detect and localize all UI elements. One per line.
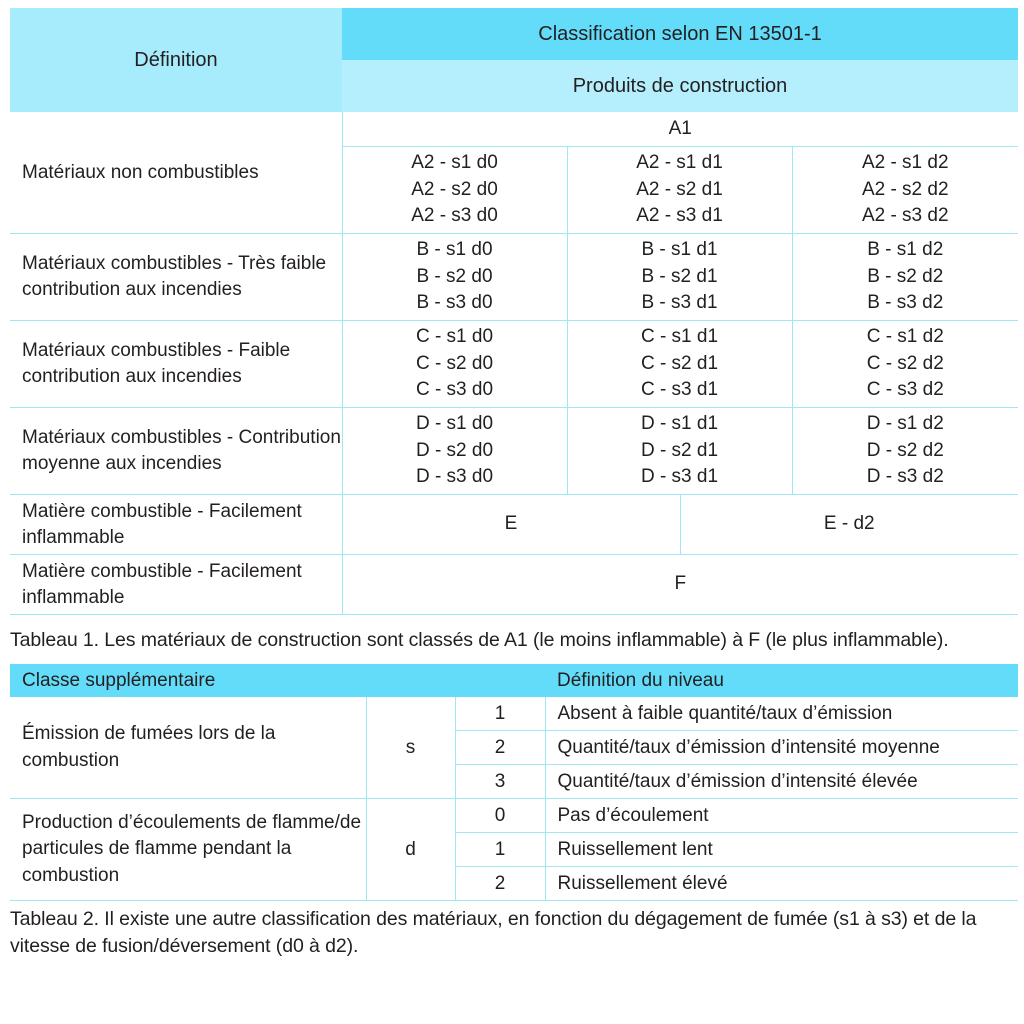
class-cell-d-d0: D - s1 d0 D - s2 d0 D - s3 d0 [342,408,567,495]
class-a1: A1 [342,112,1018,147]
droplets-level-num: 0 [455,799,545,833]
row-label-easily-flammable: Matière combustible - Facilement inflammable [10,495,342,555]
classification-table [10,8,1018,615]
smoke-level-num: 1 [455,697,545,731]
level-definition-header: Définition du niveau [545,664,1018,697]
class-cell-e: E [342,495,680,555]
smoke-level-desc: Quantité/taux d’émission d’intensité élevée [545,765,1018,799]
class-cell-a2-d1: A2 - s1 d1 A2 - s2 d1 A2 - s3 d1 [567,147,792,234]
smoke-level-desc: Quantité/taux d’émission d’intensité moyenne [545,731,1018,765]
class-cell-b-d0: B - s1 d0 B - s2 d0 B - s3 d0 [342,234,567,321]
droplets-letter: d [366,799,455,901]
droplets-level-num: 1 [455,833,545,867]
row-label-medium-contribution: Matériaux combustibles - Contribution moyenne aux incendies [10,408,342,495]
classification-header: Classification selon EN 13501-1 [342,8,1018,60]
definition-header: Définition [10,8,342,112]
smoke-letter: s [366,697,455,799]
class-cell-c-d0: C - s1 d0 C - s2 d0 C - s3 d0 [342,321,567,408]
droplets-level-desc: Pas d’écoulement [545,799,1018,833]
supplementary-class-table [10,664,1018,901]
smoke-level-desc: Absent à faible quantité/taux d’émission [545,697,1018,731]
droplets-level-desc: Ruissellement élevé [545,867,1018,901]
class-cell-c-d1: C - s1 d1 C - s2 d1 C - s3 d1 [567,321,792,408]
table1-caption: Tableau 1. Les matériaux de construction sont classés de A1 (le moins inflammable) à F (le plus inflammable). [10,629,949,651]
row-label-easily-flammable-f: Matière combustible - Facilement inflammable [10,555,342,615]
table2-caption: Tableau 2. Il existe une autre classification des matériaux, en fonction du dégagement de fumée (s1 à s3) et de la vitesse de fusion/déversement (d0 à d2). [10,908,977,957]
class-cell-a2-d0: A2 - s1 d0 A2 - s2 d0 A2 - s3 d0 [342,147,567,234]
supplementary-class-header: Classe supplémentaire [10,664,545,697]
products-header: Produits de construction [342,60,1018,112]
smoke-emission-label: Émission de fumées lors de la combustion [10,697,366,799]
class-cell-a2-d2: A2 - s1 d2 A2 - s2 d2 A2 - s3 d2 [792,147,1018,234]
class-cell-b-d1: B - s1 d1 B - s2 d1 B - s3 d1 [567,234,792,321]
class-cell-e-d2: E - d2 [680,495,1018,555]
row-label-low-contribution: Matériaux combustibles - Faible contribution aux incendies [10,321,342,408]
class-cell-d-d2: D - s1 d2 D - s2 d2 D - s3 d2 [792,408,1018,495]
class-cell-c-d2: C - s1 d2 C - s2 d2 C - s3 d2 [792,321,1018,408]
row-label-non-combustible: Matériaux non combustibles [10,112,342,234]
flaming-droplets-label: Production d’écoulements de flamme/de particules de flamme pendant la combustion [10,799,366,901]
droplets-level-desc: Ruissellement lent [545,833,1018,867]
class-cell-d-d1: D - s1 d1 D - s2 d1 D - s3 d1 [567,408,792,495]
class-cell-b-d2: B - s1 d2 B - s2 d2 B - s3 d2 [792,234,1018,321]
droplets-level-num: 2 [455,867,545,901]
smoke-level-num: 3 [455,765,545,799]
row-label-very-low-contribution: Matériaux combustibles - Très faible contribution aux incendies [10,234,342,321]
class-cell-f: F [342,555,1018,615]
smoke-level-num: 2 [455,731,545,765]
